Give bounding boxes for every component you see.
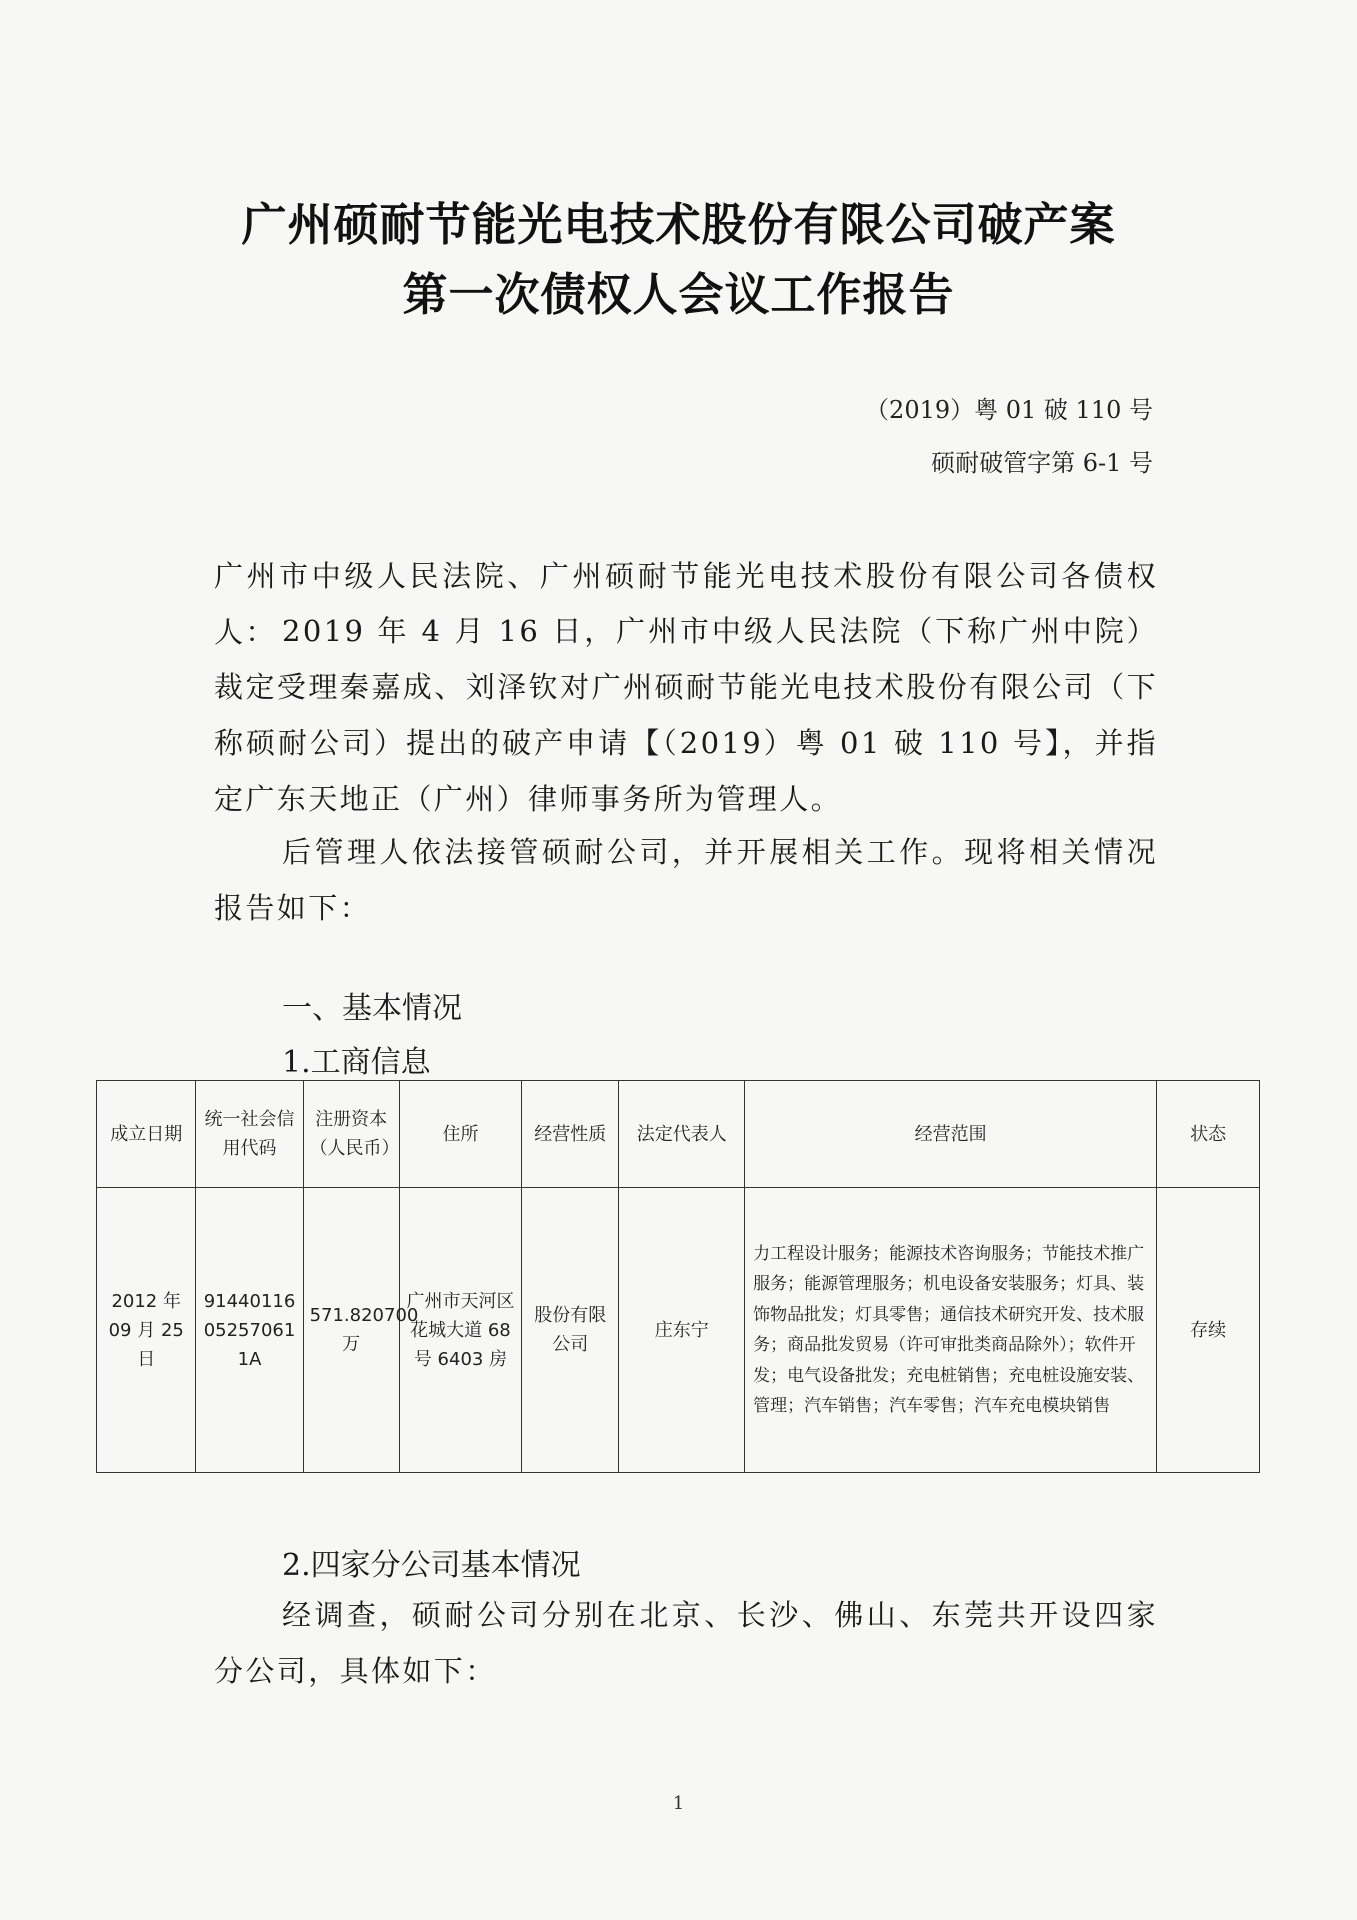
header-registered-capital: 注册资本（人民币） — [303, 1081, 399, 1188]
cell-registered-capital: 571.820700 万 — [303, 1188, 399, 1473]
subsection-heading-business-info: 1.工商信息 — [282, 1045, 431, 1080]
subsection-heading-branches: 2.四家分公司基本情况 — [282, 1548, 581, 1583]
table-header-row — [97, 1081, 1260, 1188]
cell-establish-date: 2012 年 09 月 25 日 — [97, 1188, 196, 1473]
header-business-scope: 经营范围 — [745, 1081, 1157, 1188]
paragraph-branches: 经调查，硕耐公司分别在北京、长沙、佛山、东莞共开设四家分公司，具体如下： — [214, 1598, 1158, 1688]
document-title-line1: 广州硕耐节能光电技术股份有限公司破产案 — [241, 198, 1116, 251]
cell-legal-representative: 庄东宁 — [619, 1188, 745, 1473]
document-number: 硕耐破管字第 6-1 号 — [931, 449, 1153, 477]
table-row — [97, 1188, 1260, 1473]
header-business-nature: 经营性质 — [522, 1081, 619, 1188]
header-status: 状态 — [1157, 1081, 1260, 1188]
header-legal-representative: 法定代表人 — [619, 1081, 745, 1188]
cell-address: 广州市天河区花城大道 68 号 6403 房 — [399, 1188, 521, 1473]
salutation: 广州市中级人民法院、广州硕耐节能光电技术股份有限公司各债权人： — [214, 559, 1158, 649]
document-title-line2: 第一次债权人会议工作报告 — [402, 268, 955, 321]
cell-business-scope: 力工程设计服务；能源技术咨询服务；节能技术推广服务；能源管理服务；机电设备安装服务；灯具、装饰物品批发；灯具零售；通信技术研究开发、技术服务；商品批发贸易（许可审批类商品除外）；软件开发；电气设备批发；充电桩销售；充电桩设施安装、管理；汽车销售；汽车零售；汽车充电模块销售 — [745, 1188, 1157, 1473]
business-info-table — [96, 1080, 1260, 1473]
paragraph-acceptance: 2019 年 4 月 16 日，广州市中级人民法院（下称广州中院）裁定受理秦嘉成、刘泽钦对广州硕耐节能光电技术股份有限公司（下称硕耐公司）提出的破产申请【（2019）粤 01 破 110 号】，并指定广东天地正（广州）律师事务所为管理人。 — [214, 614, 1158, 816]
header-address: 住所 — [399, 1081, 521, 1188]
header-credit-code: 统一社会信用代码 — [196, 1081, 303, 1188]
paragraph-takeover: 后管理人依法接管硕耐公司，并开展相关工作。现将相关情况报告如下： — [214, 835, 1158, 925]
cell-status: 存续 — [1157, 1188, 1260, 1473]
section-heading-basic-info: 一、基本情况 — [282, 991, 462, 1026]
header-establish-date: 成立日期 — [97, 1081, 196, 1188]
cell-business-nature: 股份有限公司 — [522, 1188, 619, 1473]
page-number: 1 — [672, 1793, 685, 1814]
cell-credit-code: 91440116052570611A — [196, 1188, 303, 1473]
case-number: （2019）粤 01 破 110 号 — [865, 396, 1153, 424]
